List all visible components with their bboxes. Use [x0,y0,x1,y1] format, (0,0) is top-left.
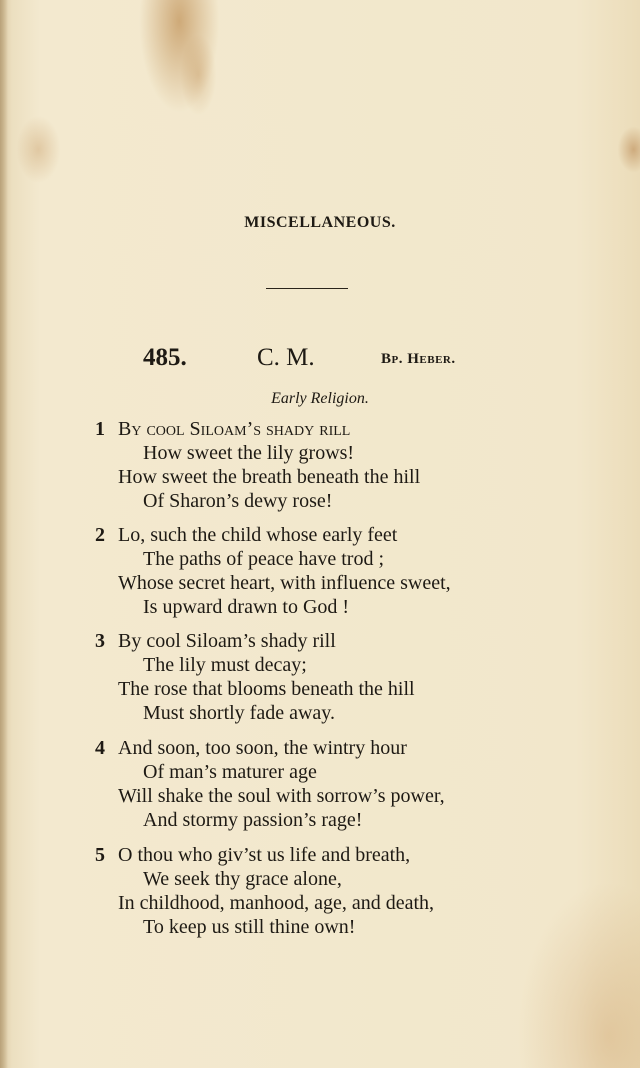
author-text: Bp. Heber. [381,351,456,367]
verse-line: Must shortly fade away. [143,702,335,724]
verse-line: Is upward drawn to God ! [143,596,350,618]
section-heading: MISCELLANEOUS. [244,214,396,231]
verse-line: Will shake the soul with sorrow’s power, [118,785,445,807]
verse-line: To keep us still thine own! [143,916,356,938]
verse-line: The paths of peace have trod ; [143,548,385,570]
first-word-caps: By cool Siloam’s shady rill [118,418,351,440]
verse-number: 4 [95,737,105,759]
verse-number: 5 [95,844,105,866]
verse-number: 3 [95,630,105,652]
verse-line: In childhood, manhood, age, and death, [118,892,435,914]
verse-line: Whose secret heart, with influence sweet, [118,572,451,594]
verse-number: 2 [95,524,105,546]
verse-line: We seek thy grace alone, [143,868,342,890]
verse-line: How sweet the lily grows! [143,442,355,464]
hymn-meter: C. M. [257,344,315,371]
verse-line: By cool Siloam’s shady rill [118,630,336,652]
verse-line: And stormy passion’s rage! [143,809,363,831]
verse-line: The rose that blooms beneath the hill [118,678,415,700]
verse-line [118,418,350,441]
verse-line: Lo, such the child whose early feet [118,524,398,546]
hymn-number: 485. [143,344,187,371]
verse-line: Of man’s maturer age [143,761,317,783]
verse-line: And soon, too soon, the wintry hour [118,737,407,759]
page-gutter [0,0,8,1068]
verse-line: O thou who giv’st us life and breath, [118,844,411,866]
verse-line: Of Sharon’s dewy rose! [143,490,333,512]
hymn-title: Early Religion. [271,390,369,407]
verse-line: How sweet the breath beneath the hill [118,466,421,488]
hymn-author [381,351,456,368]
verse-line: The lily must decay; [143,654,307,676]
verse-number: 1 [95,418,105,440]
divider-rule [266,288,348,289]
